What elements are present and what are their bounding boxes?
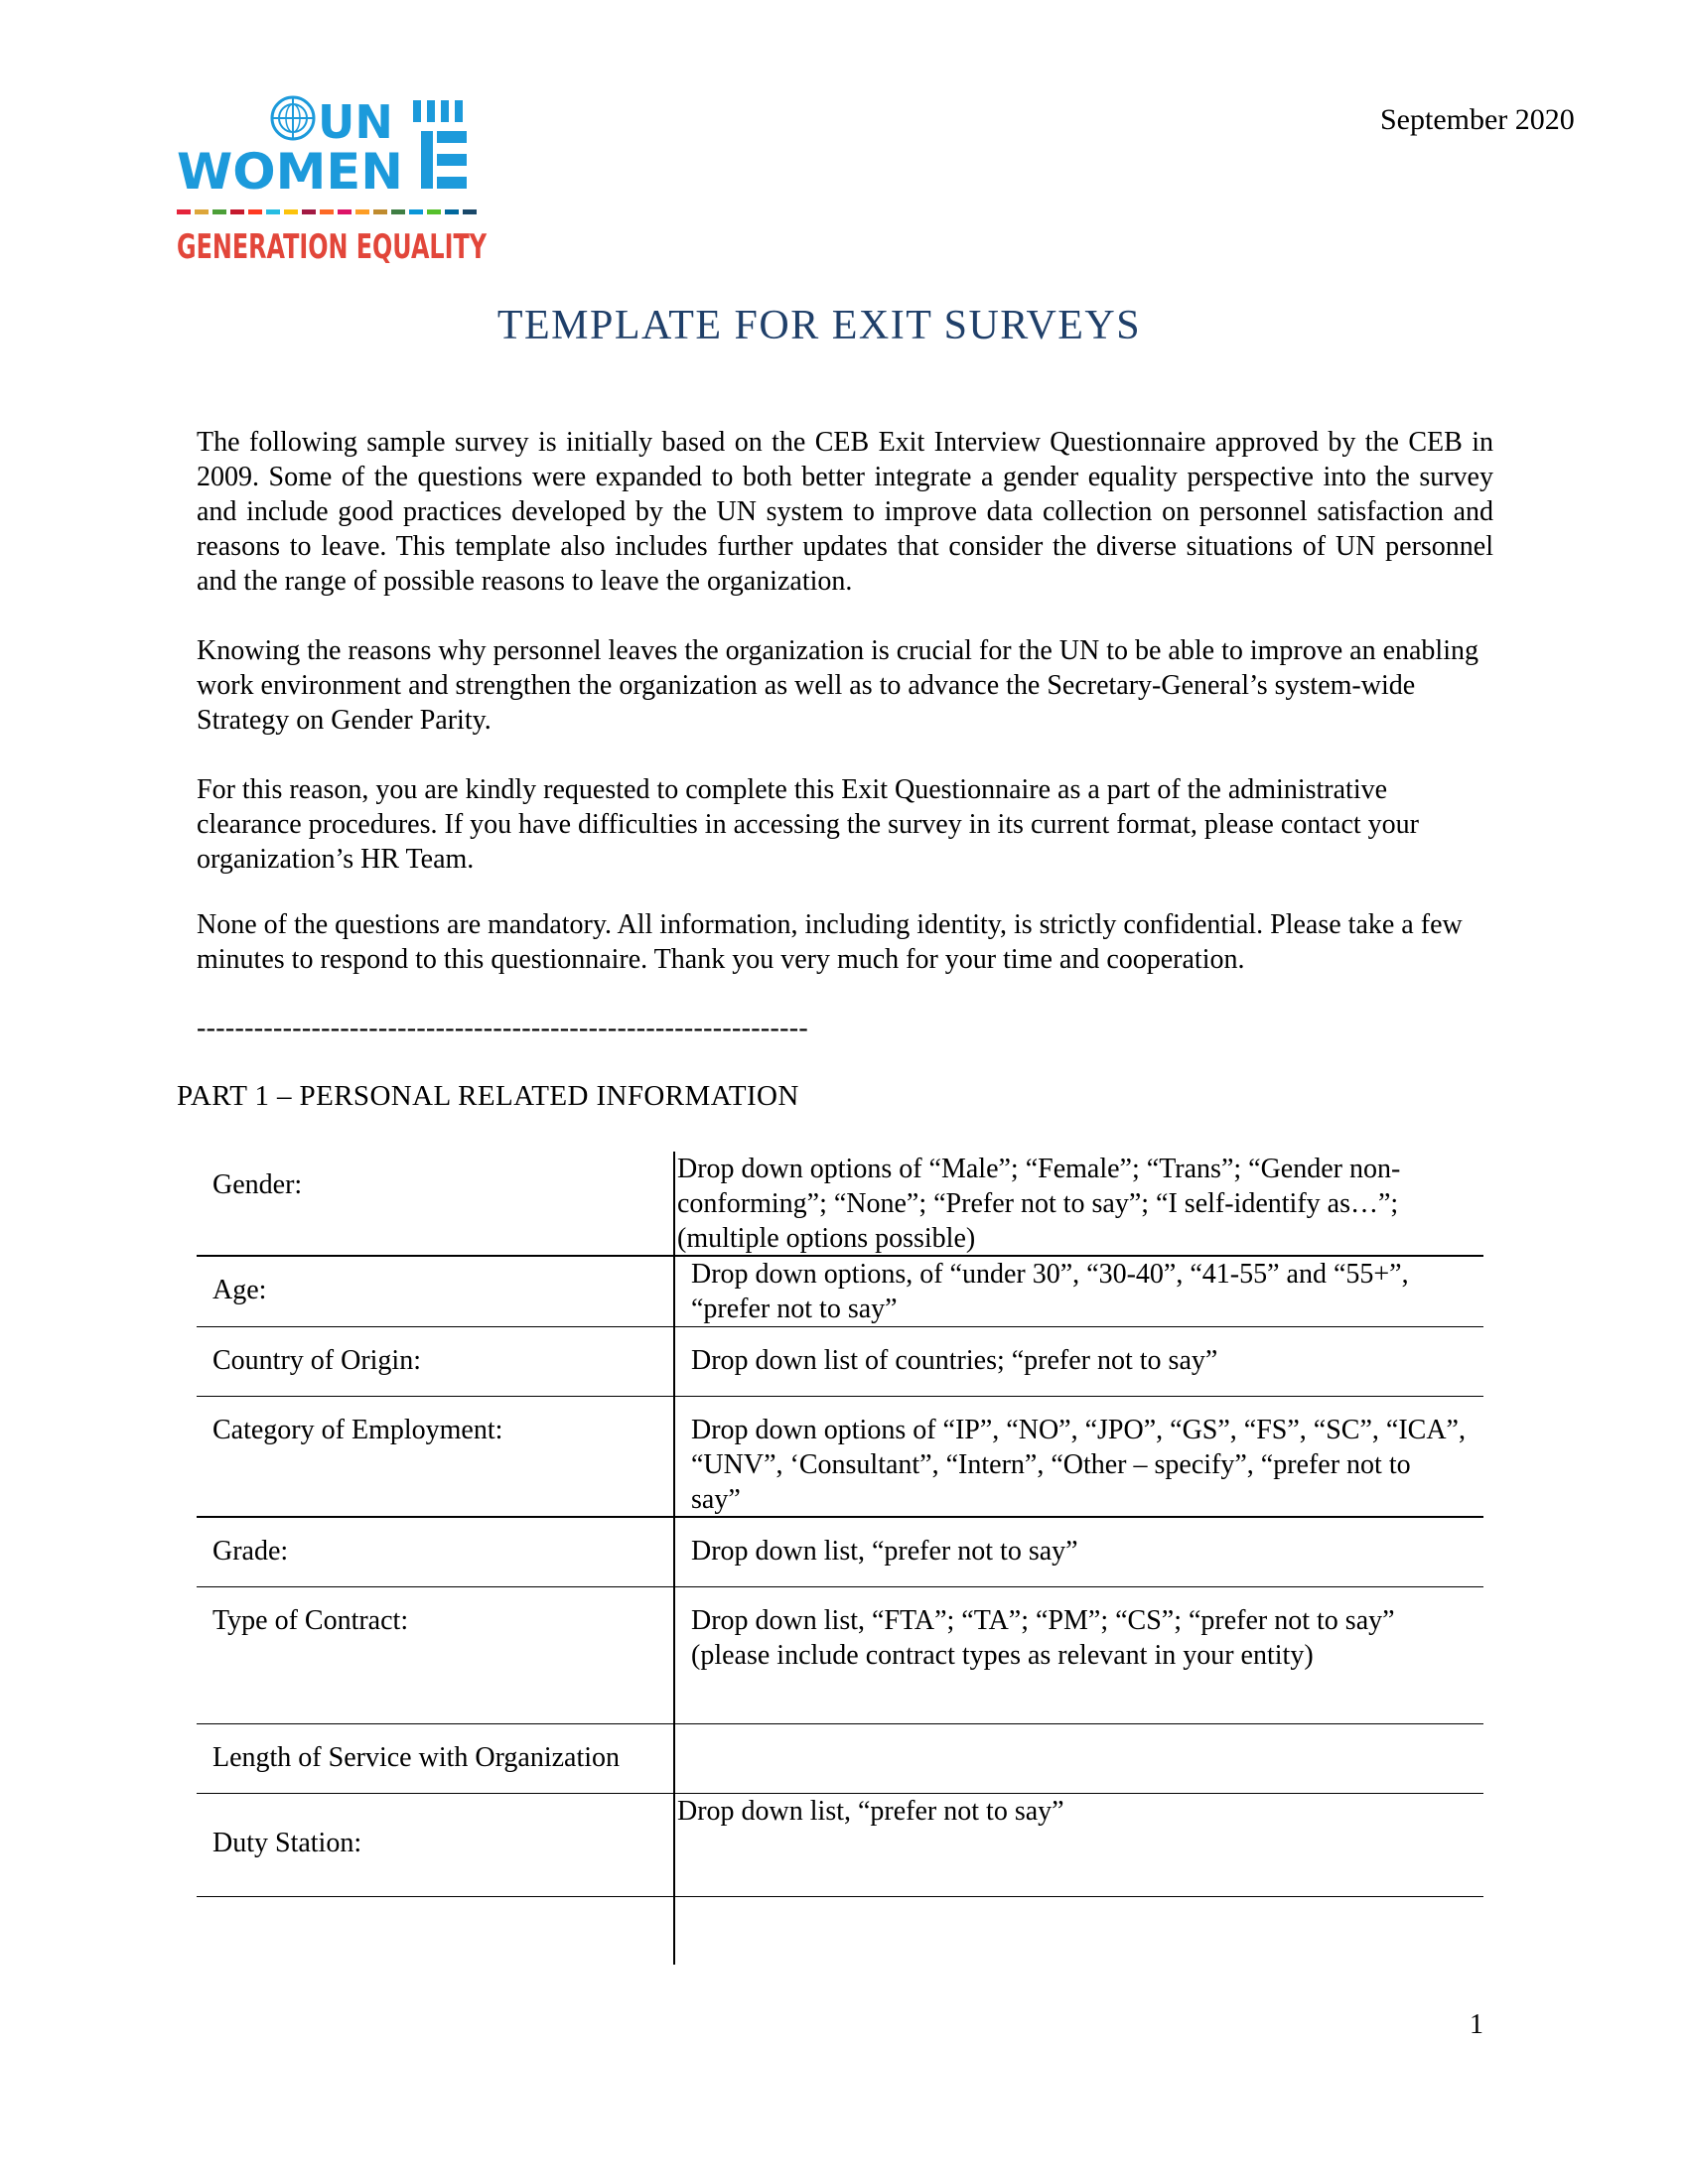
table-row-duty-station bbox=[197, 1794, 1483, 1897]
document-title: TEMPLATE FOR EXIT SURVEYS bbox=[496, 303, 1142, 348]
row-value: Drop down list, “prefer not to say” bbox=[677, 1796, 1064, 1827]
row-value: Drop down list, “prefer not to say” bbox=[691, 1536, 1078, 1567]
logo-un-text: UN bbox=[318, 95, 393, 149]
column-divider bbox=[673, 1794, 675, 1896]
separator-line: ---------------------------------------------------------------- bbox=[197, 1013, 808, 1043]
row-label: Type of Contract: bbox=[212, 1605, 409, 1636]
row-value: Drop down options of “Male”; “Female”; “Trans”; “Gender non-conforming”; “None”; “Prefer not to say”; “I self-identify as…”; (multiple options possible) bbox=[677, 1154, 1401, 1254]
column-divider bbox=[673, 1724, 675, 1793]
table-row-contract bbox=[197, 1587, 1483, 1724]
intro-paragraph-2: Knowing the reasons why personnel leaves the organization is crucial for the UN to be able to improve an enabling work environment and strengthen the organization as well as to advance the Secretary-General’s system-wide Strategy on Gender Parity. bbox=[197, 635, 1478, 736]
table-row-category bbox=[197, 1397, 1483, 1518]
un-women-logo bbox=[177, 95, 494, 266]
logo-color-divider bbox=[177, 209, 477, 214]
row-label: Country of Origin: bbox=[212, 1345, 421, 1376]
personal-info-table bbox=[197, 1152, 1483, 1965]
column-divider bbox=[673, 1152, 675, 1255]
un-emblem-icon bbox=[272, 97, 314, 139]
table-row-age bbox=[197, 1257, 1483, 1327]
column-divider bbox=[673, 1587, 675, 1723]
row-label: Grade: bbox=[212, 1536, 289, 1567]
logo-tagline-text: GENERATION EQUALITY bbox=[177, 227, 488, 267]
logo-women-text: WOMEN bbox=[177, 143, 403, 201]
column-divider bbox=[673, 1257, 675, 1326]
row-label: Gender: bbox=[212, 1169, 303, 1200]
document-date: September 2020 bbox=[1380, 103, 1575, 136]
un-women-symbol-icon bbox=[413, 100, 467, 189]
intro-paragraph-4: None of the questions are mandatory. All information, including identity, is strictly confidential. Please take a few minutes to respond to this questionnaire. Thank you very much for your time and cooperation. bbox=[197, 909, 1463, 975]
page-number: 1 bbox=[1470, 2009, 1483, 2040]
column-divider bbox=[673, 1518, 675, 1586]
column-divider bbox=[673, 1897, 675, 1965]
table-row-country bbox=[197, 1327, 1483, 1397]
row-label: Category of Employment: bbox=[212, 1415, 503, 1445]
row-value: Drop down list, “FTA”; “TA”; “PM”; “CS”; “prefer not to say” (please include contract types as relevant in your entity) bbox=[691, 1605, 1395, 1671]
row-label: Duty Station: bbox=[212, 1828, 362, 1858]
row-label: Age: bbox=[212, 1275, 267, 1305]
column-divider bbox=[673, 1397, 675, 1516]
row-value: Drop down list of countries; “prefer not to say” bbox=[691, 1345, 1218, 1376]
table-row-grade bbox=[197, 1518, 1483, 1587]
row-value: Drop down options, of “under 30”, “30-40”, “41-55” and “55+”, “prefer not to say” bbox=[691, 1259, 1409, 1324]
row-value: Drop down options of “IP”, “NO”, “JPO”, “GS”, “FS”, “SC”, “ICA”, “UNV”, ‘Consultant”, “Intern”, “Other – specify”, “prefer not to say” bbox=[691, 1415, 1466, 1515]
column-divider bbox=[673, 1327, 675, 1396]
intro-paragraph-3: For this reason, you are kindly requested to complete this Exit Questionnaire as a part of the administrative clearance procedures. If you have difficulties in accessing the survey in its current format, please contact your organization’s HR Team. bbox=[197, 774, 1419, 875]
intro-paragraph-1: The following sample survey is initially based on the CEB Exit Interview Questionnaire approved by the CEB in 2009. Some of the questions were expanded to both better integrate a gender equality perspective into the survey and include good practices developed by the UN system to improve data collection on personnel satisfaction and reasons to leave. This template also includes further updates that consider the diverse situations of UN personnel and the range of possible reasons to leave the organization. bbox=[197, 427, 1493, 597]
section-title: PART 1 – PERSONAL RELATED INFORMATION bbox=[177, 1080, 799, 1112]
table-row-empty bbox=[197, 1897, 1483, 1965]
row-label: Length of Service with Organization bbox=[212, 1742, 621, 1773]
table-row-gender bbox=[197, 1152, 1483, 1257]
table-row-length-of-service bbox=[197, 1724, 1483, 1794]
